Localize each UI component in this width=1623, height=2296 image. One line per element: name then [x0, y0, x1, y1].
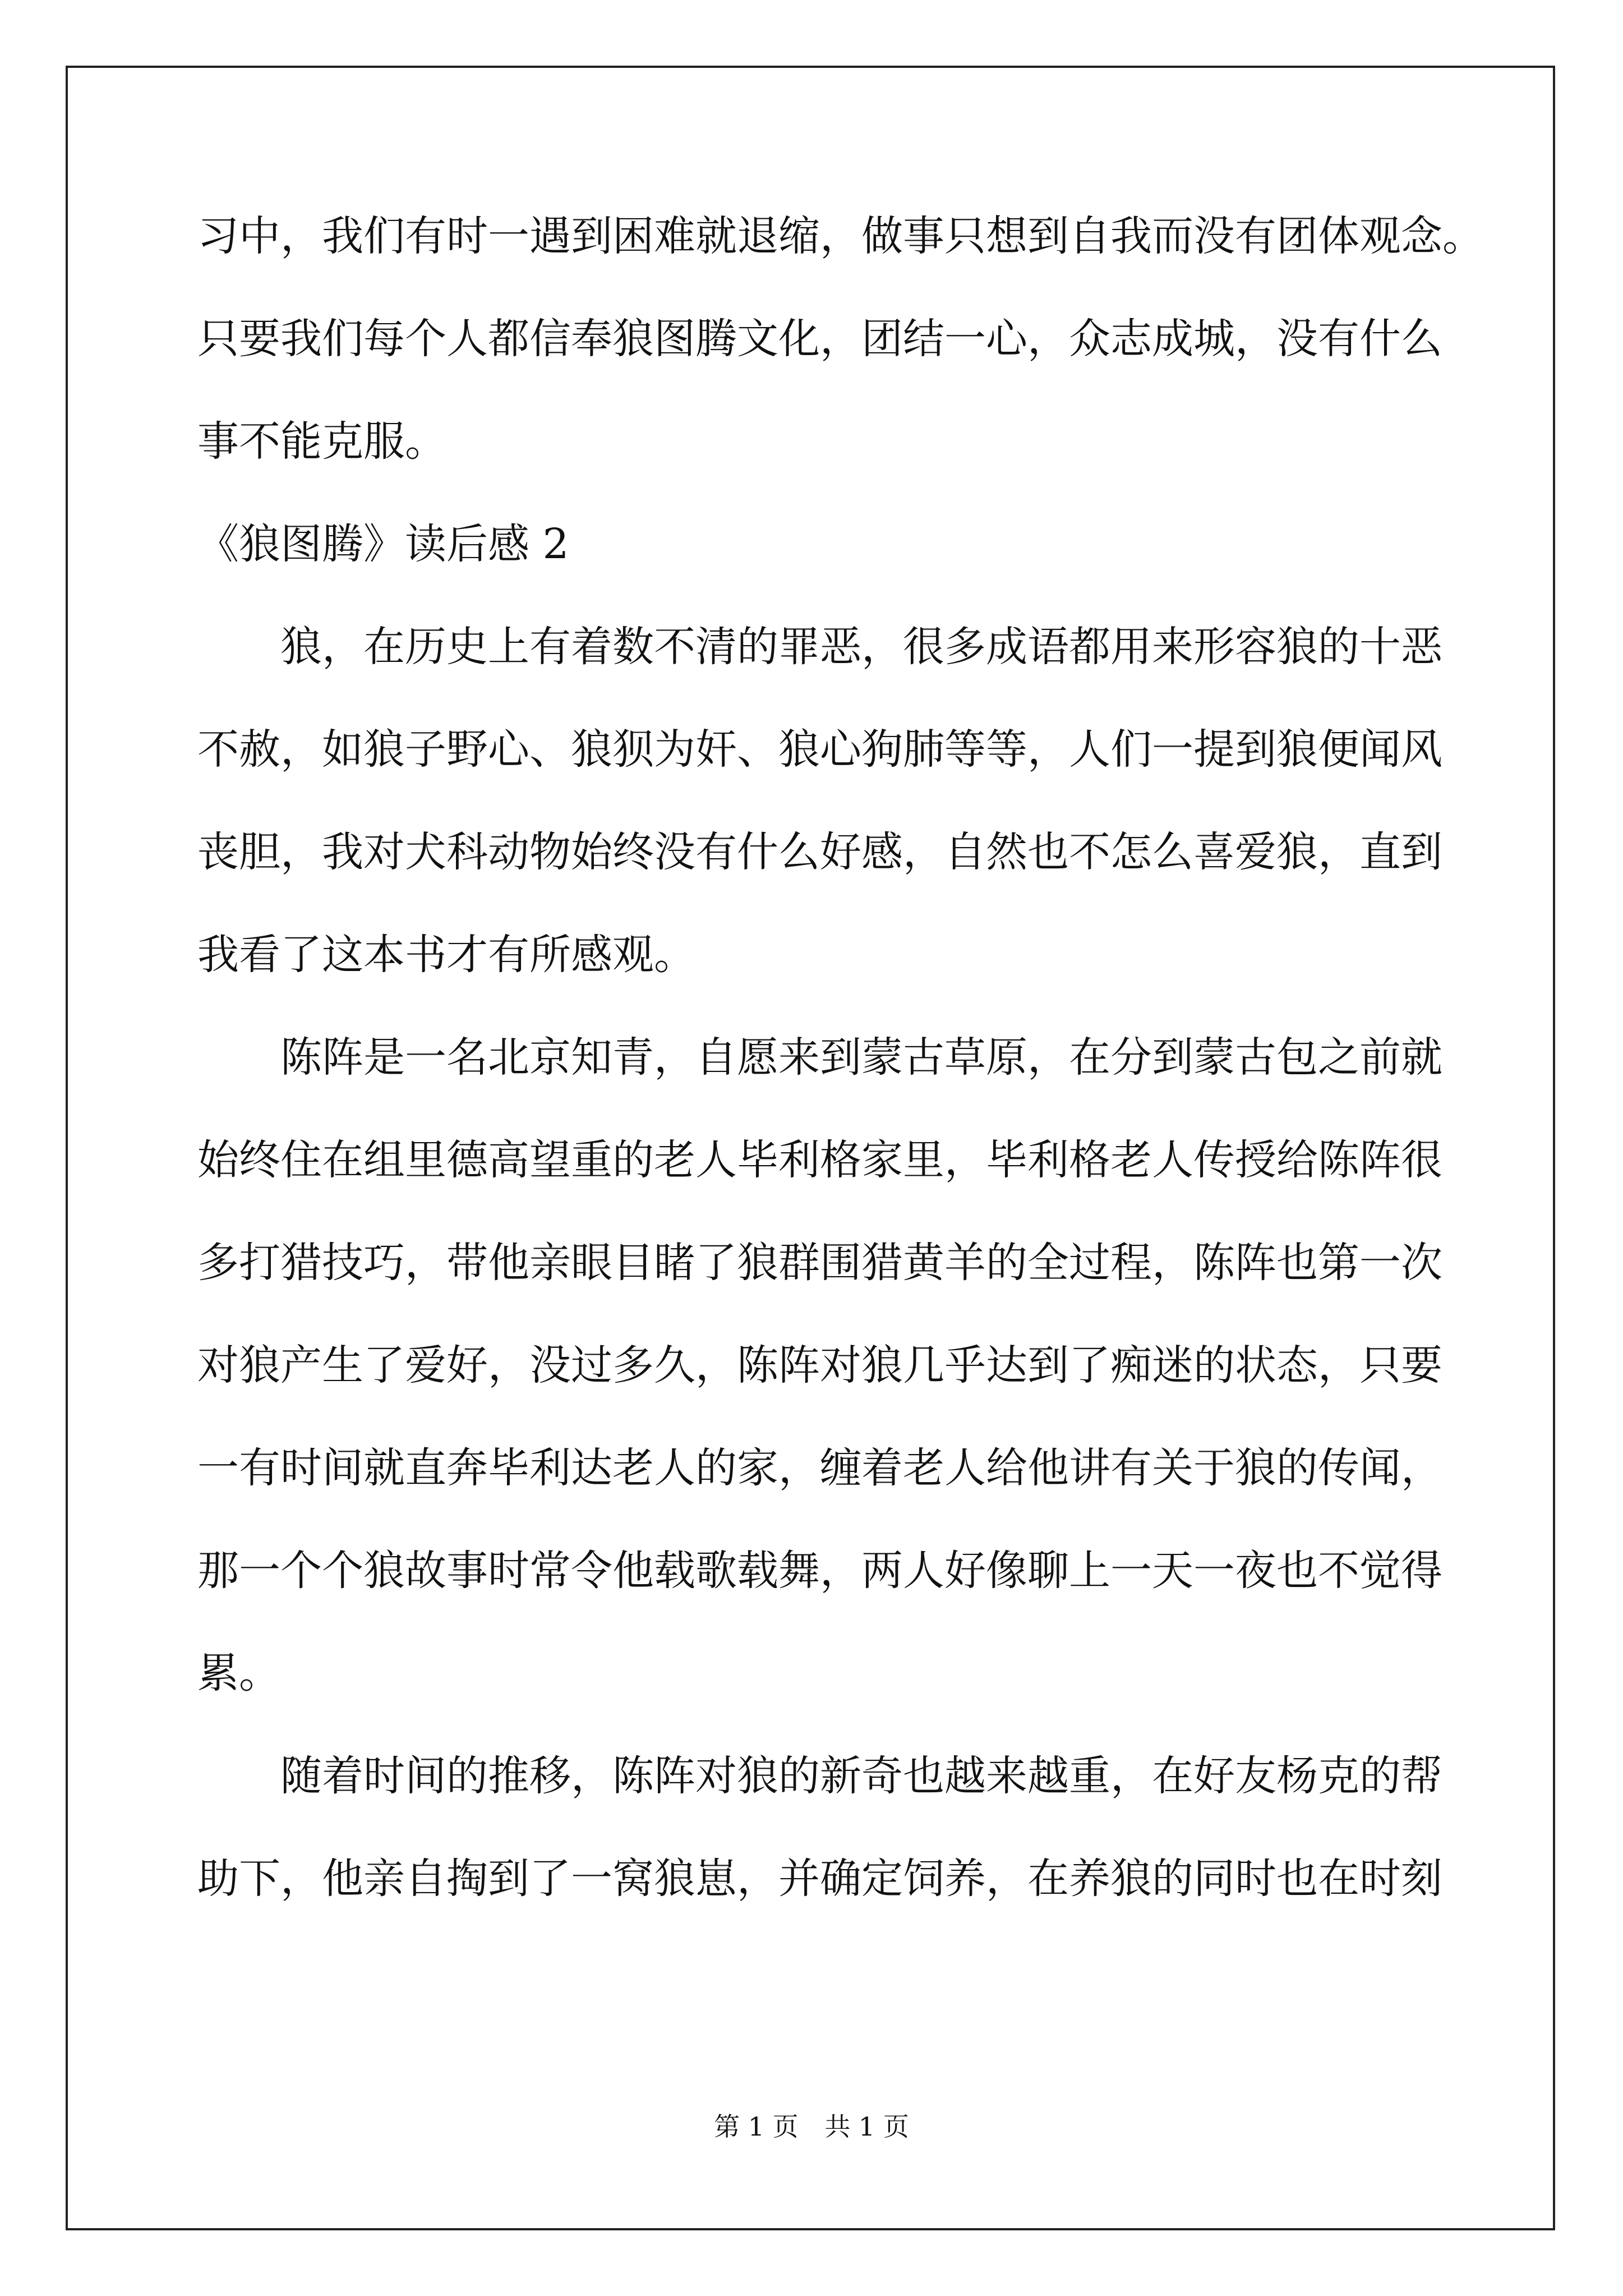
- text-line: 随着时间的推移，陈阵对狼的新奇也越来越重，在好友杨克的帮: [280, 1752, 1442, 1800]
- text-line: 习中，我们有时一遇到困难就退缩，做事只想到自我而没有团体观念。: [197, 212, 1484, 260]
- text-line: 我看了这本书才有所感观。: [197, 931, 695, 979]
- text-line: 对狼产生了爱好，没过多久，陈阵对狼几乎达到了痴迷的状态，只要: [197, 1341, 1442, 1389]
- text-line: 事不能克服。: [197, 417, 446, 466]
- page-number: 第 1 页: [714, 2111, 799, 2142]
- text-line: 那一个个狼故事时常令他载歌载舞，两人好像聊上一天一夜也不觉得: [197, 1547, 1442, 1595]
- text-line: 助下，他亲自掏到了一窝狼崽，并确定饲养，在养狼的同时也在时刻: [197, 1855, 1442, 1903]
- section-heading: 《狼图腾》读后感 2: [197, 520, 569, 568]
- page-total: 共 1 页: [824, 2111, 909, 2142]
- paragraph-2: [197, 1006, 1454, 1725]
- text-line: 狼，在历史上有着数不清的罪恶，很多成语都用来形容狼的十恶: [280, 623, 1442, 671]
- paragraph-3: [197, 1725, 1454, 1930]
- text-line: 丧胆，我对犬科动物始终没有什么好感，自然也不怎么喜爱狼，直到: [197, 828, 1442, 876]
- page-footer: [0, 2106, 1623, 2143]
- paragraph-1: [197, 596, 1454, 1006]
- text-line: 多打猎技巧，带他亲眼目睹了狼群围猎黄羊的全过程，陈阵也第一次: [197, 1239, 1442, 1287]
- paragraph-continuation: [197, 185, 1484, 493]
- text-line: 累。: [197, 1649, 280, 1697]
- document-body: [197, 185, 1484, 1930]
- text-line: 一有时间就直奔毕利达老人的家，缠着老人给他讲有关于狼的传闻，: [197, 1444, 1442, 1492]
- text-line: 不赦，如狼子野心、狼狈为奸、狼心狗肺等等，人们一提到狼便闻风: [197, 725, 1442, 774]
- text-line: 始终住在组里德高望重的老人毕利格家里，毕利格老人传授给陈阵很: [197, 1136, 1442, 1184]
- text-line: 只要我们每个人都信奉狼图腾文化，团结一心，众志成城，没有什么: [197, 315, 1442, 363]
- text-line: 陈阵是一名北京知青，自愿来到蒙古草原，在分到蒙古包之前就: [280, 1033, 1442, 1082]
